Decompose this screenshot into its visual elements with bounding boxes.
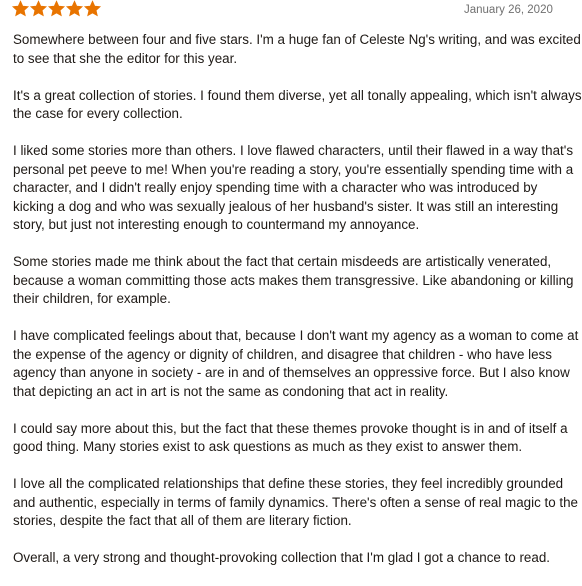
star-icon [12,0,29,17]
review-paragraph [13,549,553,568]
review-line: Overall, a very strong and thought-provoking collection that I'm glad I got a chance to read. [13,550,550,565]
review-line: the case for every collection. [13,106,183,121]
review-line: story, but just not interesting enough to countermand my annoyance. [13,217,420,232]
review-line: It's a great collection of stories. I found them diverse, yet all tonally appealing, which isn't always [13,87,582,103]
star-icon [84,0,101,17]
review-text [13,31,582,586]
review-line: their children, for example. [13,291,171,306]
review-paragraph [13,142,574,235]
review-paragraph [13,327,579,401]
review-line: I could say more about this, but the fact that these themes provoke thought is in and of itself a [13,420,568,436]
review-paragraph [13,31,581,68]
star-icon [66,0,83,17]
review-paragraph [13,87,582,124]
review-line: agency than anyone in society - are in and of themselves an oppressive force. But I also know [13,365,570,380]
review-line: because a woman committing those acts makes them transgressive. Like abandoning or killing [13,272,574,288]
review-line: character, and I didn't really enjoy spending time with a character who was introduced by [13,180,538,195]
review-line: I liked some stories more than others. I love flawed characters, until their flawed in a way that's [13,143,574,158]
review-line: good thing. Many stories exist to ask questions as much as they exist to answer them. [13,439,523,454]
review-line: to see that she the editor for this year. [13,50,238,66]
review-line: that depicting an act in art is not the same as condoning that act in reality. [13,383,449,399]
review-date[interactable]: January 26, 2020 [464,4,553,16]
review-paragraph [13,475,578,531]
review-line: Some stories made me think about the fact that certain misdeeds are artistically venerated, [13,254,552,269]
review-line: stories, despite the fact that all of them are literary fiction. [13,513,352,528]
star-rating [12,0,101,20]
review-line: and authentic, especially in terms of family dynamics. There's often a sense of real magic to the [13,494,578,510]
star-icon [30,0,47,17]
review-header [12,0,553,22]
review-line: I have complicated feelings about that, because I don't want my agency as a woman to come at [13,328,579,343]
review-paragraph [13,420,568,457]
review-line: the expense of the agency or dignity of children, and disagree that children - who have less [13,346,552,362]
review-line: kicking a dog and who was sexually jealous of her husband's sister. It was still an interesting [13,198,559,214]
star-icon [48,0,65,17]
review-line: Somewhere between four and five stars. I'm a huge fan of Celeste Ng's writing, and was excited [13,32,581,47]
review-line: I love all the complicated relationships that define these stories, they feel incredibly grounded [13,476,564,491]
review-paragraph [13,253,574,309]
review-line: personal pet peeve to me! When you're reading a story, you're essentially spending time with a [13,161,574,177]
